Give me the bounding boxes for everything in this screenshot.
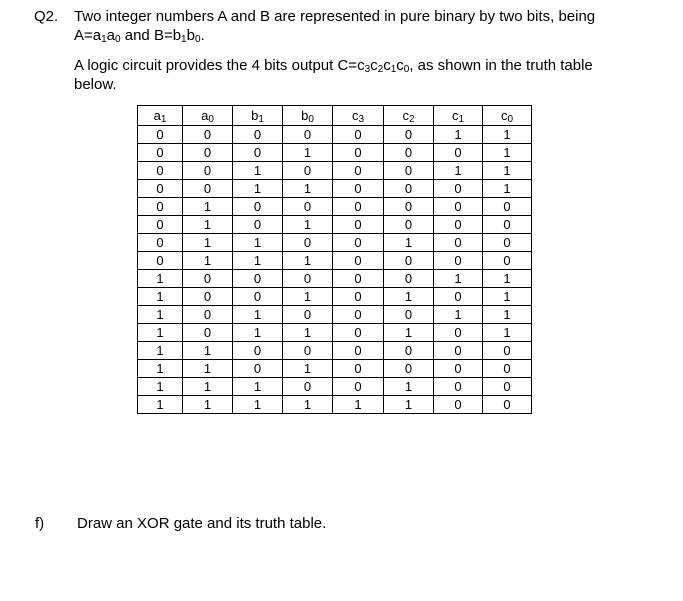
header-c1: $c_1$ — [434, 106, 483, 126]
table-cell: 0 — [183, 306, 233, 324]
table-cell: 0 — [333, 198, 384, 216]
table-cell: 1 — [233, 324, 283, 342]
table-cell: 1 — [384, 288, 434, 306]
table-cell: 1 — [138, 270, 183, 288]
table-cell: 1 — [183, 396, 233, 414]
table-cell: 0 — [138, 180, 183, 198]
table-cell: 0 — [483, 378, 532, 396]
table-cell: 0 — [233, 288, 283, 306]
table-cell: 1 — [183, 216, 233, 234]
table-row — [138, 144, 532, 162]
table-cell: 1 — [483, 162, 532, 180]
table-row — [138, 270, 532, 288]
table-cell: 0 — [434, 180, 483, 198]
table-cell: 0 — [138, 144, 183, 162]
table-cell: 0 — [434, 198, 483, 216]
table-row — [138, 234, 532, 252]
table-cell: 0 — [333, 378, 384, 396]
table-cell: 0 — [333, 126, 384, 144]
table-cell: 1 — [483, 126, 532, 144]
header-a0: $a_0$ — [183, 106, 233, 126]
table-row — [138, 162, 532, 180]
table-cell: 1 — [283, 180, 333, 198]
table-cell: 0 — [434, 234, 483, 252]
table-cell: 1 — [483, 180, 532, 198]
table-cell: 1 — [283, 360, 333, 378]
table-row — [138, 252, 532, 270]
table-cell: 0 — [384, 252, 434, 270]
table-cell: 0 — [233, 198, 283, 216]
table-cell: 0 — [138, 162, 183, 180]
table-cell: 0 — [483, 396, 532, 414]
table-cell: 0 — [483, 234, 532, 252]
question-number: Q2. — [34, 8, 59, 25]
table-cell: 1 — [283, 216, 333, 234]
table-cell: 1 — [233, 252, 283, 270]
table-row — [138, 396, 532, 414]
table-row — [138, 180, 532, 198]
table-cell: 0 — [183, 288, 233, 306]
table-cell: 1 — [183, 252, 233, 270]
header-a1: $a_1$ — [138, 106, 183, 126]
part-f-text: Draw an XOR gate and its truth table. — [77, 515, 327, 532]
table-cell: 0 — [434, 144, 483, 162]
table-cell: 1 — [283, 252, 333, 270]
table-cell: 0 — [233, 360, 283, 378]
table-row — [138, 216, 532, 234]
table-cell: 0 — [384, 306, 434, 324]
table-cell: 0 — [333, 252, 384, 270]
table-cell: 0 — [283, 342, 333, 360]
table-cell: 0 — [183, 270, 233, 288]
header-c3: $c_3$ — [333, 106, 384, 126]
table-cell: 0 — [283, 198, 333, 216]
header-b0: $b_0$ — [283, 106, 333, 126]
table-cell: 0 — [333, 270, 384, 288]
part-f-label: f) — [35, 515, 45, 532]
table-cell: 1 — [233, 162, 283, 180]
header-c0: $c_0$ — [483, 106, 532, 126]
table-cell: 1 — [183, 198, 233, 216]
table-cell: 1 — [483, 306, 532, 324]
table-cell: 0 — [434, 324, 483, 342]
table-cell: 0 — [384, 270, 434, 288]
table-cell: 0 — [384, 216, 434, 234]
table-cell: 0 — [333, 288, 384, 306]
table-cell: 1 — [434, 270, 483, 288]
table-cell: 0 — [384, 126, 434, 144]
table-cell: 0 — [183, 144, 233, 162]
table-cell: 0 — [483, 198, 532, 216]
table-cell: 0 — [183, 324, 233, 342]
table-cell: 0 — [333, 216, 384, 234]
table-cell: 1 — [138, 342, 183, 360]
header-c2: $c_2$ — [384, 106, 434, 126]
table-row — [138, 360, 532, 378]
truth-table-header-row — [138, 106, 532, 126]
table-cell: 0 — [434, 252, 483, 270]
table-cell: 1 — [333, 396, 384, 414]
table-cell: 0 — [483, 360, 532, 378]
table-cell: 0 — [138, 198, 183, 216]
table-cell: 0 — [333, 360, 384, 378]
table-cell: 1 — [138, 396, 183, 414]
header-b1: $b_1$ — [233, 106, 283, 126]
table-cell: 0 — [283, 162, 333, 180]
table-row — [138, 126, 532, 144]
truth-table — [137, 105, 532, 414]
table-cell: 1 — [183, 360, 233, 378]
table-cell: 1 — [434, 306, 483, 324]
table-cell: 1 — [434, 162, 483, 180]
table-cell: 0 — [434, 396, 483, 414]
table-cell: 0 — [333, 234, 384, 252]
table-cell: 0 — [283, 270, 333, 288]
table-cell: 0 — [333, 342, 384, 360]
table-cell: 1 — [138, 324, 183, 342]
table-cell: 0 — [233, 126, 283, 144]
table-cell: 1 — [233, 396, 283, 414]
table-cell: 0 — [138, 216, 183, 234]
table-cell: 0 — [183, 126, 233, 144]
table-cell: 0 — [333, 144, 384, 162]
table-cell: 0 — [483, 342, 532, 360]
table-cell: 0 — [384, 342, 434, 360]
table-row — [138, 342, 532, 360]
table-cell: 1 — [183, 342, 233, 360]
table-cell: 0 — [384, 180, 434, 198]
table-cell: 1 — [138, 288, 183, 306]
table-row — [138, 306, 532, 324]
table-cell: 0 — [233, 342, 283, 360]
table-cell: 1 — [138, 306, 183, 324]
table-row — [138, 324, 532, 342]
table-cell: 1 — [138, 378, 183, 396]
table-cell: 1 — [483, 270, 532, 288]
table-cell: 0 — [483, 252, 532, 270]
table-cell: 1 — [384, 396, 434, 414]
question-line-4: below. — [74, 76, 117, 93]
table-row — [138, 378, 532, 396]
table-cell: 0 — [483, 216, 532, 234]
table-cell: 1 — [434, 126, 483, 144]
table-cell: 0 — [434, 378, 483, 396]
table-cell: 0 — [283, 306, 333, 324]
table-cell: 1 — [283, 144, 333, 162]
table-cell: 1 — [183, 234, 233, 252]
truth-table-body — [138, 126, 532, 414]
table-cell: 0 — [283, 378, 333, 396]
table-cell: 1 — [384, 324, 434, 342]
table-cell: 0 — [434, 216, 483, 234]
table-cell: 1 — [283, 324, 333, 342]
table-cell: 0 — [384, 162, 434, 180]
table-cell: 0 — [183, 180, 233, 198]
table-cell: 0 — [138, 234, 183, 252]
question-line-1: Two integer numbers A and B are represented in pure binary by two bits, being — [74, 8, 596, 25]
table-cell: 1 — [483, 324, 532, 342]
table-cell: 1 — [283, 396, 333, 414]
table-row — [138, 198, 532, 216]
table-cell: 1 — [483, 144, 532, 162]
table-cell: 1 — [233, 306, 283, 324]
table-cell: 1 — [233, 234, 283, 252]
table-cell: 0 — [333, 180, 384, 198]
table-cell: 0 — [283, 126, 333, 144]
table-cell: 0 — [333, 162, 384, 180]
table-cell: 0 — [233, 144, 283, 162]
table-cell: 1 — [483, 288, 532, 306]
question-line-3: A logic circuit provides the 4 bits output $C=c_3c_2c_1c_0$, as shown in the truth table — [74, 57, 593, 75]
table-cell: 0 — [283, 234, 333, 252]
table-row — [138, 288, 532, 306]
table-cell: 0 — [384, 144, 434, 162]
table-cell: 0 — [434, 360, 483, 378]
table-cell: 0 — [138, 126, 183, 144]
table-cell: 1 — [138, 360, 183, 378]
question-line-2: $A=a_1a_0$ and $B=b_1b_0$. — [74, 27, 205, 45]
table-cell: 0 — [434, 342, 483, 360]
table-cell: 0 — [233, 270, 283, 288]
table-cell: 1 — [384, 378, 434, 396]
table-cell: 0 — [333, 306, 384, 324]
table-cell: 1 — [183, 378, 233, 396]
table-cell: 1 — [384, 234, 434, 252]
table-cell: 0 — [384, 198, 434, 216]
table-cell: 1 — [233, 180, 283, 198]
table-cell: 0 — [183, 162, 233, 180]
table-cell: 0 — [384, 360, 434, 378]
table-cell: 1 — [233, 378, 283, 396]
table-cell: 0 — [138, 252, 183, 270]
table-cell: 0 — [233, 216, 283, 234]
table-cell: 0 — [434, 288, 483, 306]
table-cell: 1 — [283, 288, 333, 306]
table-cell: 0 — [333, 324, 384, 342]
